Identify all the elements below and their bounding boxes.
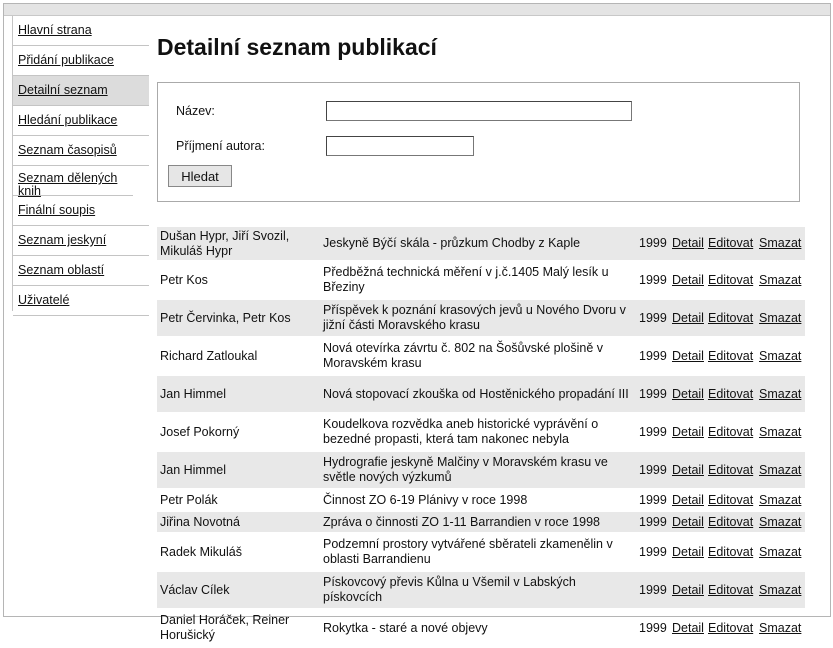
delete-link[interactable]: Smazat [759, 236, 802, 250]
publications-table [157, 225, 805, 648]
publication-title: Koudelkova rozvědka aneb historické vyprávění o bezedné propasti, která tam nakonec nebyla [323, 417, 599, 446]
publication-authors: Daniel Horáček, Reiner Horušický [160, 613, 290, 642]
publication-year: 1999 [639, 348, 667, 363]
publication-authors: Jan Himmel [157, 376, 320, 412]
table-row [157, 300, 805, 336]
author-surname-input[interactable] [326, 136, 474, 156]
publication-year: 1999 [639, 424, 667, 439]
edit-cell [705, 490, 756, 510]
publication-year: 1999 [639, 272, 667, 287]
edit-link[interactable]: Editovat [708, 620, 754, 635]
edit-cell [705, 512, 756, 532]
publication-year: 1999 [636, 512, 669, 532]
delete-cell [756, 610, 805, 646]
delete-cell [756, 338, 805, 374]
edit-link[interactable]: Editovat [708, 462, 754, 477]
publication-year: 1999 [639, 492, 667, 507]
edit-link[interactable]: Editovat [708, 310, 754, 325]
delete-link[interactable]: Smazat [759, 544, 802, 559]
table-row [157, 338, 805, 374]
delete-link[interactable]: Smazat [759, 310, 802, 325]
publication-year: 1999 [639, 620, 667, 635]
edit-cell [705, 262, 756, 298]
delete-cell [756, 452, 805, 488]
publication-year: 1999 [636, 227, 669, 260]
detail-cell [669, 534, 705, 570]
publications-table-body [157, 227, 805, 646]
edit-cell [705, 414, 756, 450]
edit-link[interactable]: Editovat [708, 386, 754, 401]
delete-cell [756, 376, 805, 412]
nav-item-seznam-casopisu[interactable]: Seznam časopisů [13, 136, 149, 166]
nav-item-seznam-jeskyni[interactable]: Seznam jeskyní [13, 226, 149, 256]
edit-link[interactable]: Editovat [708, 514, 754, 529]
detail-cell [669, 610, 705, 646]
nav-item-hledani-publikace[interactable]: Hledání publikace [13, 106, 149, 136]
nav-item-uzivatele[interactable]: Uživatelé [13, 286, 149, 316]
edit-cell [705, 534, 756, 570]
edit-link[interactable]: Editovat [708, 424, 754, 439]
edit-cell [705, 572, 756, 608]
delete-cell [756, 414, 805, 450]
detail-link[interactable]: Detail [672, 582, 704, 597]
delete-cell [756, 300, 805, 336]
delete-cell [756, 534, 805, 570]
edit-link[interactable]: Editovat [708, 492, 754, 507]
publication-title: Hydrografie jeskyně Malčiny v Moravském krasu ve světle nových výzkumů [320, 452, 636, 488]
publication-authors: Radek Mikuláš [160, 544, 242, 559]
table-row [157, 610, 805, 646]
table-row [157, 534, 805, 570]
publication-authors: Václav Cílek [157, 572, 320, 608]
publication-year: 1999 [639, 544, 667, 559]
sidebar-nav [12, 16, 149, 311]
publication-title: Pískovcový převis Kůlna u Všemil v Labských pískovcích [320, 572, 636, 608]
detail-link[interactable]: Detail [672, 544, 704, 559]
detail-link[interactable]: Detail [672, 348, 704, 363]
publication-authors: Petr Červinka, Petr Kos [157, 300, 320, 336]
table-row [157, 512, 805, 532]
publication-title: Jeskyně Býčí skála - průzkum Chodby z Kaple [320, 227, 636, 260]
detail-link[interactable]: Detail [672, 236, 704, 250]
table-row [157, 572, 805, 608]
detail-link[interactable]: Detail [672, 492, 704, 507]
table-row [157, 490, 805, 510]
publication-title: Podzemní prostory vytvářené sběrateli zkamenělin v oblasti Barrandienu [323, 537, 613, 566]
table-row [157, 262, 805, 298]
page-title: Detailní seznam publikací [157, 34, 437, 60]
delete-link[interactable]: Smazat [759, 386, 802, 401]
publication-title: Činnost ZO 6-19 Plánivy v roce 1998 [323, 492, 528, 507]
edit-link[interactable]: Editovat [708, 582, 754, 597]
edit-link[interactable]: Editovat [708, 544, 754, 559]
table-row [157, 452, 805, 488]
publication-year: 1999 [636, 300, 669, 336]
publication-title: Nová otevírka závrtu č. 802 na Šošůvské plošině v Moravském krasu [323, 341, 604, 370]
browser-viewport [3, 3, 831, 642]
delete-cell [756, 227, 805, 260]
edit-cell [705, 338, 756, 374]
publication-title: Rokytka - staré a nové objevy [323, 620, 488, 635]
publication-authors: Petr Polák [160, 492, 218, 507]
nav-item-detailni-seznam[interactable]: Detailní seznam [13, 76, 149, 106]
edit-link[interactable]: Editovat [708, 272, 754, 287]
publication-authors: Dušan Hypr, Jiří Svozil, Mikuláš Hypr [157, 227, 320, 260]
detail-cell [669, 452, 705, 488]
delete-link[interactable]: Smazat [759, 272, 802, 287]
edit-cell [705, 610, 756, 646]
delete-link[interactable]: Smazat [759, 492, 802, 507]
nav-item-seznam-delenych-knih[interactable]: Seznam dělených knih [13, 166, 133, 196]
delete-link[interactable]: Smazat [759, 514, 802, 529]
edit-link[interactable]: Editovat [708, 348, 754, 363]
nav-item-pridani-publikace[interactable]: Přidání publikace [13, 46, 149, 76]
detail-link[interactable]: Detail [672, 462, 704, 477]
delete-link[interactable]: Smazat [759, 620, 802, 635]
publication-title: Předběžná technická měření v j.č.1405 Malý lesík u Březiny [323, 265, 609, 294]
detail-cell [669, 338, 705, 374]
detail-cell [669, 512, 705, 532]
table-row [157, 414, 805, 450]
publication-year: 1999 [636, 452, 669, 488]
publication-authors: Petr Kos [160, 272, 208, 287]
detail-link[interactable]: Detail [672, 514, 704, 529]
edit-cell [705, 227, 756, 260]
delete-cell [756, 490, 805, 510]
delete-link[interactable]: Smazat [759, 462, 802, 477]
table-row [157, 227, 805, 260]
name-input[interactable] [326, 101, 632, 121]
detail-link[interactable]: Detail [672, 310, 704, 325]
nav-item-seznam-oblasti[interactable]: Seznam oblastí [13, 256, 149, 286]
search-button[interactable]: Hledat [168, 165, 232, 187]
detail-link[interactable]: Detail [672, 386, 704, 401]
author-surname-label: Příjmení autora: [176, 139, 265, 153]
publication-authors: Jiřina Novotná [157, 512, 320, 532]
detail-cell [669, 490, 705, 510]
detail-cell [669, 414, 705, 450]
detail-cell [669, 376, 705, 412]
publication-authors: Jan Himmel [157, 452, 320, 488]
detail-cell [669, 227, 705, 260]
delete-cell [756, 572, 805, 608]
publication-title: Příspěvek k poznání krasových jevů u Nového Dvoru v jižní části Moravského krasu [320, 300, 636, 336]
publication-authors: Richard Zatloukal [160, 348, 258, 363]
table-row [157, 376, 805, 412]
publication-title: Nová stopovací zkouška od Hostěnického propadání III [320, 376, 636, 412]
window-top-bar [4, 4, 830, 16]
detail-link[interactable]: Detail [672, 272, 704, 287]
publication-year: 1999 [636, 376, 669, 412]
publication-authors: Josef Pokorný [160, 424, 240, 439]
detail-cell [669, 300, 705, 336]
delete-link[interactable]: Smazat [759, 582, 802, 597]
name-label: Název: [176, 104, 215, 118]
publication-title: Zpráva o činnosti ZO 1-11 Barrandien v roce 1998 [320, 512, 636, 532]
edit-cell [705, 452, 756, 488]
delete-cell [756, 512, 805, 532]
publication-year: 1999 [636, 572, 669, 608]
detail-cell [669, 262, 705, 298]
detail-cell [669, 572, 705, 608]
delete-link[interactable]: Smazat [759, 348, 802, 363]
edit-link[interactable]: Editovat [708, 236, 754, 250]
delete-cell [756, 262, 805, 298]
search-form [157, 82, 800, 202]
nav-item-finalni-soupis[interactable]: Finální soupis [13, 196, 149, 226]
delete-link[interactable]: Smazat [759, 424, 802, 439]
edit-cell [705, 300, 756, 336]
detail-link[interactable]: Detail [672, 424, 704, 439]
nav-item-hlavni-strana[interactable]: Hlavní strana [13, 16, 149, 46]
detail-link[interactable]: Detail [672, 620, 704, 635]
edit-cell [705, 376, 756, 412]
